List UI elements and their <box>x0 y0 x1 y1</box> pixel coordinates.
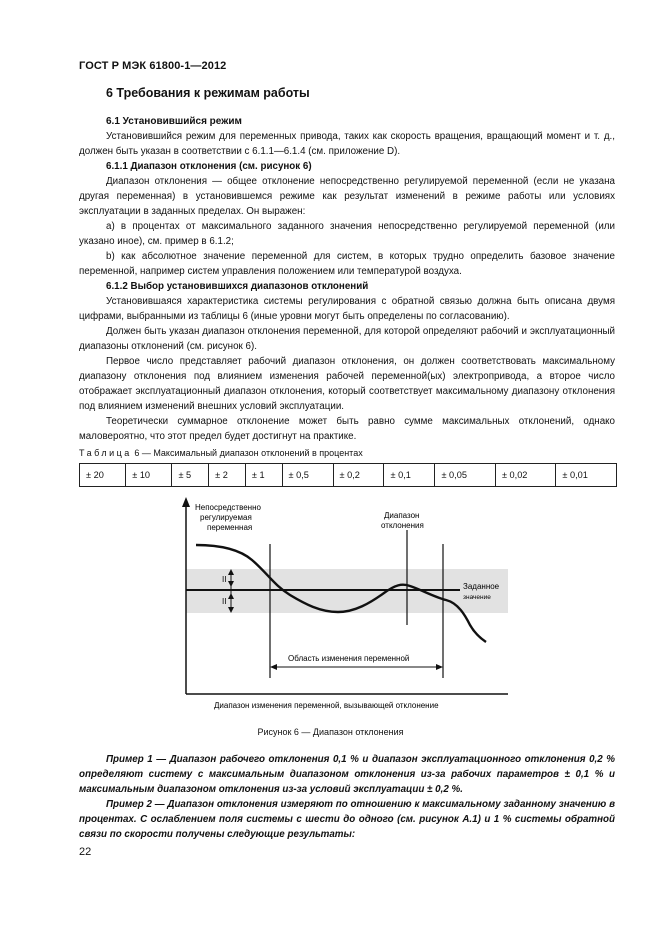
document-header: ГОСТ Р МЭК 61800-1—2012 <box>79 60 227 72</box>
y-axis-label: регулируемая <box>200 513 252 522</box>
table-caption: Таблица 6 — Максимальный диапазон отклонений в процентах <box>79 448 363 458</box>
table-cell: ± 0,5 <box>282 464 333 487</box>
setpoint-label: Заданное <box>463 582 500 591</box>
paragraph: Должен быть указан диапазон отклонения переменной, для которой определяют рабочий и эксплуатационный диапазоны отклонений (см. рисунок 6). <box>79 326 615 352</box>
subsection-6-1-2: 6.1.2 Выбор установившихся диапазонов отклонений <box>106 281 369 292</box>
table-cell: ± 20 <box>80 464 126 487</box>
table-cell: ± 5 <box>172 464 209 487</box>
figure-caption: Рисунок 6 — Диапазон отклонения <box>257 727 404 737</box>
arrow-icon <box>436 664 443 670</box>
deviation-range-label: Диапазон <box>384 511 420 520</box>
y-axis-label: Непосредственно <box>195 503 261 512</box>
x-axis-label: Диапазон изменения переменной, вызывающей отклонение <box>214 701 439 710</box>
tick-mark: II <box>222 575 227 584</box>
table-cell: ± 0,02 <box>495 464 555 487</box>
y-axis-label: переменная <box>207 523 253 532</box>
section-title: 6 Требования к режимам работы <box>106 86 310 100</box>
subsection-6-1-1: 6.1.1 Диапазон отклонения (см. рисунок 6) <box>106 161 312 172</box>
table-cell: ± 0,01 <box>556 464 617 487</box>
table-cell: ± 0,1 <box>384 464 435 487</box>
paragraph: Установившаяся характеристика системы регулирования с обратной связью должна быть описана двумя цифрами, выбранными из таблицы 6 (иные уровни могут быть определены по согласованию). <box>79 296 615 322</box>
y-axis-arrow-icon <box>182 497 190 507</box>
tick-mark: II <box>222 597 227 606</box>
example-1: Пример 1 — Диапазон рабочего отклонения 0,1 % и диапазон эксплуатационного отклонения 0,2 % определяют систему с максимальным диапазоном отклонения из-за рабочих параметров ± 0,1 % и максимальным диапазоном отклонения из-за условий эксплуатации ± 0,2 %. <box>79 754 615 795</box>
example-2: Пример 2 — Диапазон отклонения измеряют по отношению к максимальному заданному значению в процентах. С ослаблением поля системы с шести до одного (см. рисунок А.1) и 1 % системы обратной связи по скорости получены следующие результаты: <box>79 799 615 840</box>
paragraph: Диапазон отклонения — общее отклонение непосредственно регулируемой переменной (если не указана другая переменная) в установившемся режиме как результат изменений в режиме работы или условиях эксплуатации в заданных пределах. Он выражен: <box>79 176 615 217</box>
examples <box>79 752 615 842</box>
list-item-a: а) в процентах от максимального заданного значения непосредственно регулируемой переменной (или указано иное), см. пример в 6.1.2; <box>79 221 615 247</box>
paragraph: Теоретически суммарное отклонение может быть равно сумме максимальных отклонений, однако маловероятно, что этот предел будет достигнут на практике. <box>79 416 615 442</box>
variable-change-label: Область изменения переменной <box>288 654 410 663</box>
setpoint-label: значение <box>463 594 491 601</box>
table-cell: ± 0,2 <box>333 464 384 487</box>
deviation-range-label: отклонения <box>381 521 424 530</box>
table-cell: ± 0,05 <box>435 464 495 487</box>
table-cell: ± 10 <box>126 464 172 487</box>
table-cell: ± 2 <box>209 464 246 487</box>
paragraph: Первое число представляет рабочий диапазон отклонения, он должен соответствовать максимальному диапазону отклонения под влиянием изменения рабочей переменной(ых) электропривода, а второе число отображает эксплуатационный диапазон отклонения, который соответствует максимальному диапазону отклонения под влиянием изменений внешних условий эксплуатации. <box>79 356 615 412</box>
table-cell: ± 1 <box>245 464 282 487</box>
list-item-b: b) как абсолютное значение переменной для систем, в которых трудно определить базовое значение переменной, например систем управления положением или температурой воздуха. <box>79 251 615 277</box>
subsection-title: 6.1 Установившийся режим <box>106 116 242 127</box>
arrow-icon <box>270 664 277 670</box>
paragraph: Установившийся режим для переменных привода, таких как скорость вращения, вращающий момент и т. д., должен быть указан в соответствии с 6.1.1—6.1.4 (см. приложение D). <box>79 131 615 157</box>
page-number: 22 <box>79 846 92 858</box>
